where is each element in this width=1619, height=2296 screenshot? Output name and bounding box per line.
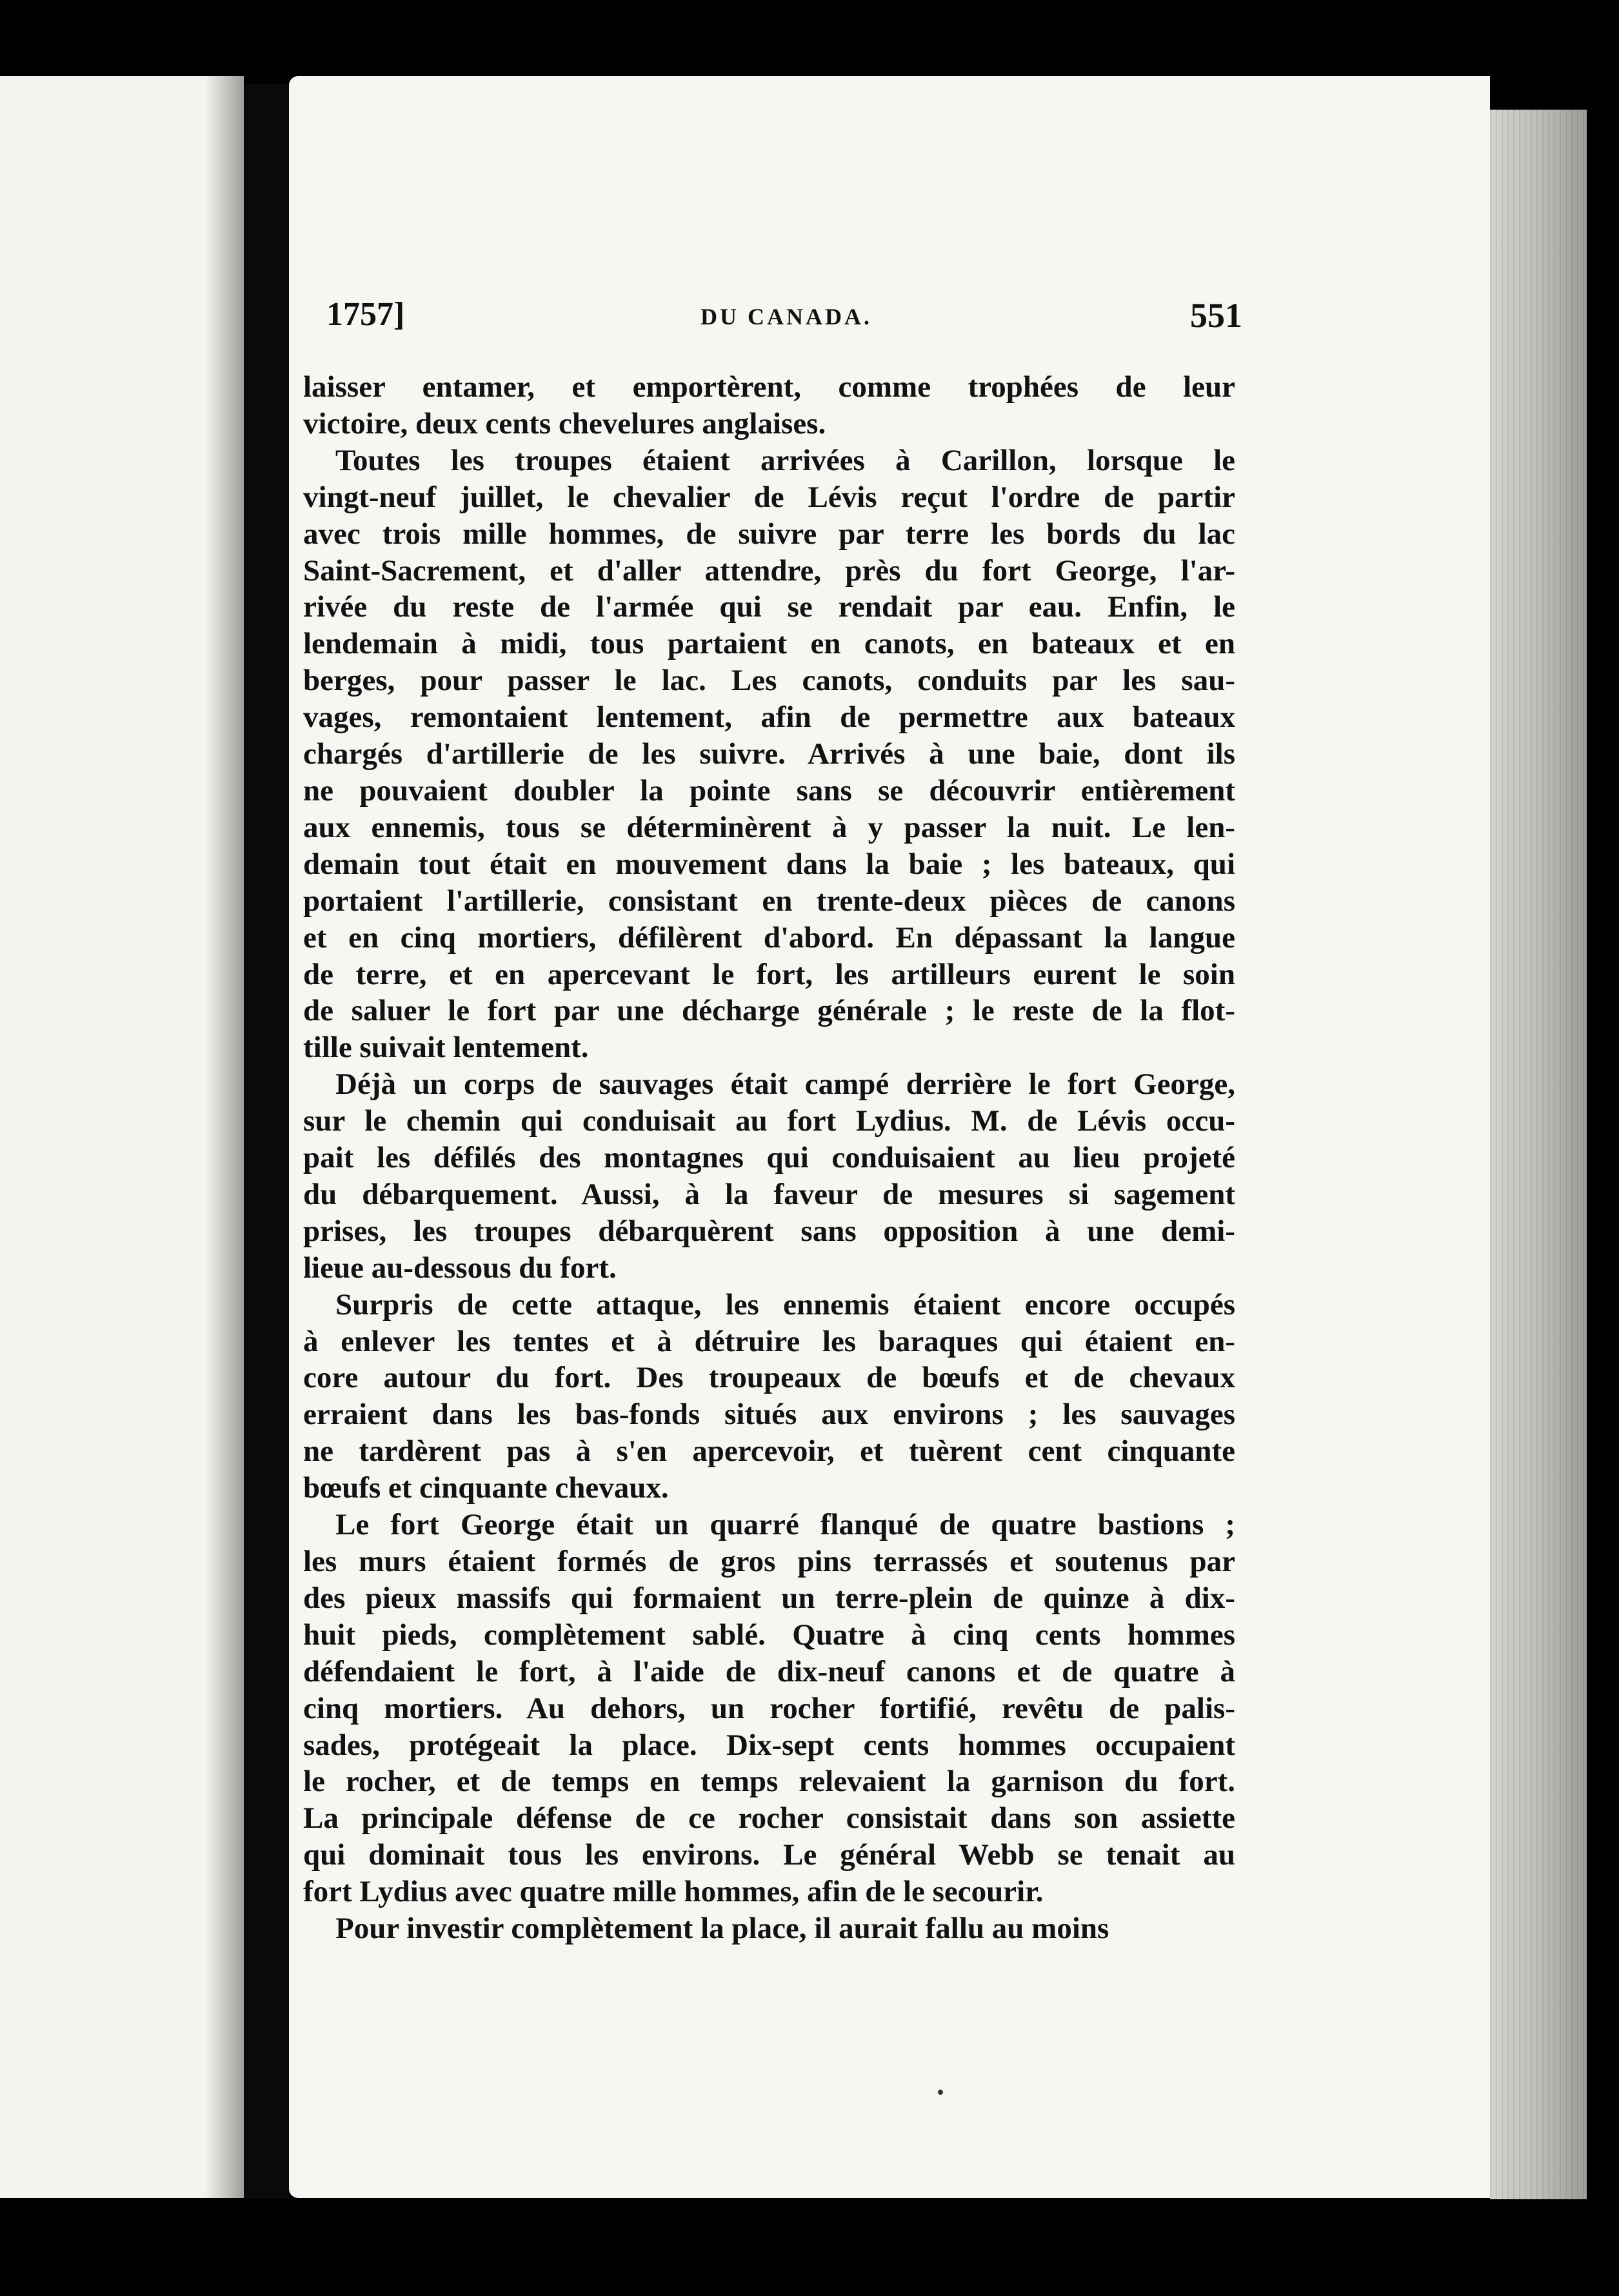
body-line: portaient l'artillerie, consistant en trente-deux pièces de canons [303, 884, 1235, 918]
print-speck [938, 2090, 943, 2095]
body-line: les murs étaient formés de gros pins terrassés et soutenus par [303, 1545, 1235, 1578]
body-line: lendemain à midi, tous partaient en canots, en bateaux et en [303, 627, 1235, 661]
body-line: erraient dans les bas-fonds situés aux environs ; les sauvages [303, 1398, 1235, 1432]
body-text [303, 369, 1235, 1947]
body-line: chargés d'artillerie de les suivre. Arrivés à une baie, dont ils [303, 737, 1235, 771]
body-line: de terre, et en apercevant le fort, les artilleurs eurent le soin [303, 957, 1235, 991]
body-line: le rocher, et de temps en temps relevaient la garnison du fort. [303, 1765, 1235, 1799]
page-fold-shadow [205, 76, 244, 2198]
body-line: de saluer le fort par une décharge générale ; le reste de la flot- [303, 994, 1235, 1028]
body-line: vingt-neuf juillet, le chevalier de Lévis reçut l'ordre de partir [303, 480, 1235, 514]
body-line: demain tout était en mouvement dans la baie ; les bateaux, qui [303, 847, 1235, 881]
body-line: pait les défilés des montagnes qui conduisaient au lieu projeté [303, 1141, 1235, 1175]
body-line: ne pouvaient doubler la pointe sans se découvrir entièrement [303, 773, 1235, 807]
body-line: des pieux massifs qui formaient un terre-plein de quinze à dix- [303, 1581, 1235, 1615]
body-line: avec trois mille hommes, de suivre par terre les bords du lac [303, 517, 1235, 551]
body-line: lieue au-dessous du fort. [303, 1251, 617, 1285]
body-line: vages, remontaient lentement, afin de permettre aux bateaux [303, 700, 1235, 735]
body-line: à enlever les tentes et à détruire les baraques qui étaient en- [303, 1324, 1235, 1358]
body-line: tille suivait lentement. [303, 1031, 589, 1065]
body-line: Le fort George était un quarré flanqué de quatre bastions ; [335, 1508, 1235, 1542]
body-line: prises, les troupes débarquèrent sans opposition à une demi- [303, 1214, 1235, 1248]
body-line: sur le chemin qui conduisait au fort Lydius. M. de Lévis occu- [303, 1104, 1235, 1138]
body-line: victoire, deux cents chevelures anglaises. [303, 406, 826, 440]
body-line: La principale défense de ce rocher consistait dans son assiette [303, 1801, 1235, 1836]
body-line: Déjà un corps de sauvages était campé derrière le fort George, [335, 1067, 1235, 1102]
body-line: fort Lydius avec quatre mille hommes, afin de le secourir. [303, 1875, 1044, 1909]
body-line: Saint-Sacrement, et d'aller attendre, près du fort George, l'ar- [303, 553, 1235, 588]
body-line: core autour du fort. Des troupeaux de bœufs et de chevaux [303, 1361, 1235, 1395]
body-line: Pour investir complètement la place, il aurait fallu au moins [335, 1912, 1109, 1946]
body-line: Surpris de cette attaque, les ennemis étaient encore occupés [335, 1287, 1235, 1321]
body-line: et en cinq mortiers, défilèrent d'abord. En dépassant la langue [303, 920, 1235, 955]
body-line: berges, pour passer le lac. Les canots, conduits par les sau- [303, 664, 1235, 698]
body-line: Toutes les troupes étaient arrivées à Carillon, lorsque le [335, 443, 1235, 477]
body-line: défendaient le fort, à l'aide de dix-neuf canons et de quatre à [303, 1654, 1235, 1688]
page-edge-lines [1490, 110, 1587, 2199]
body-line: huit pieds, complètement sablé. Quatre à cinq cents hommes [303, 1618, 1235, 1652]
book-gutter [244, 84, 289, 2199]
left-facing-page [0, 76, 244, 2198]
body-line: qui dominait tous les environs. Le général Webb se tenait au [303, 1838, 1235, 1872]
page-number: 551 [1190, 296, 1242, 335]
body-line: rivée du reste de l'armée qui se rendait par eau. Enfin, le [303, 590, 1235, 624]
body-line: sades, protégeait la place. Dix-sept cents hommes occupaient [303, 1728, 1235, 1762]
body-line: bœufs et cinquante chevaux. [303, 1471, 669, 1505]
body-line: cinq mortiers. Au dehors, un rocher fortifié, revêtu de palis- [303, 1691, 1235, 1725]
running-head-year: 1757] [326, 296, 405, 333]
body-line: ne tardèrent pas à s'en apercevoir, et tuèrent cent cinquante [303, 1434, 1235, 1469]
running-head-title: DU CANADA. [700, 304, 872, 330]
page-edge-stack [1490, 110, 1587, 2199]
body-line: du débarquement. Aussi, à la faveur de mesures si sagement [303, 1177, 1235, 1211]
body-line: laisser entamer, et emportèrent, comme trophées de leur [303, 370, 1235, 404]
running-head [326, 295, 1242, 334]
body-line: aux ennemis, tous se déterminèrent à y passer la nuit. Le len- [303, 810, 1235, 844]
